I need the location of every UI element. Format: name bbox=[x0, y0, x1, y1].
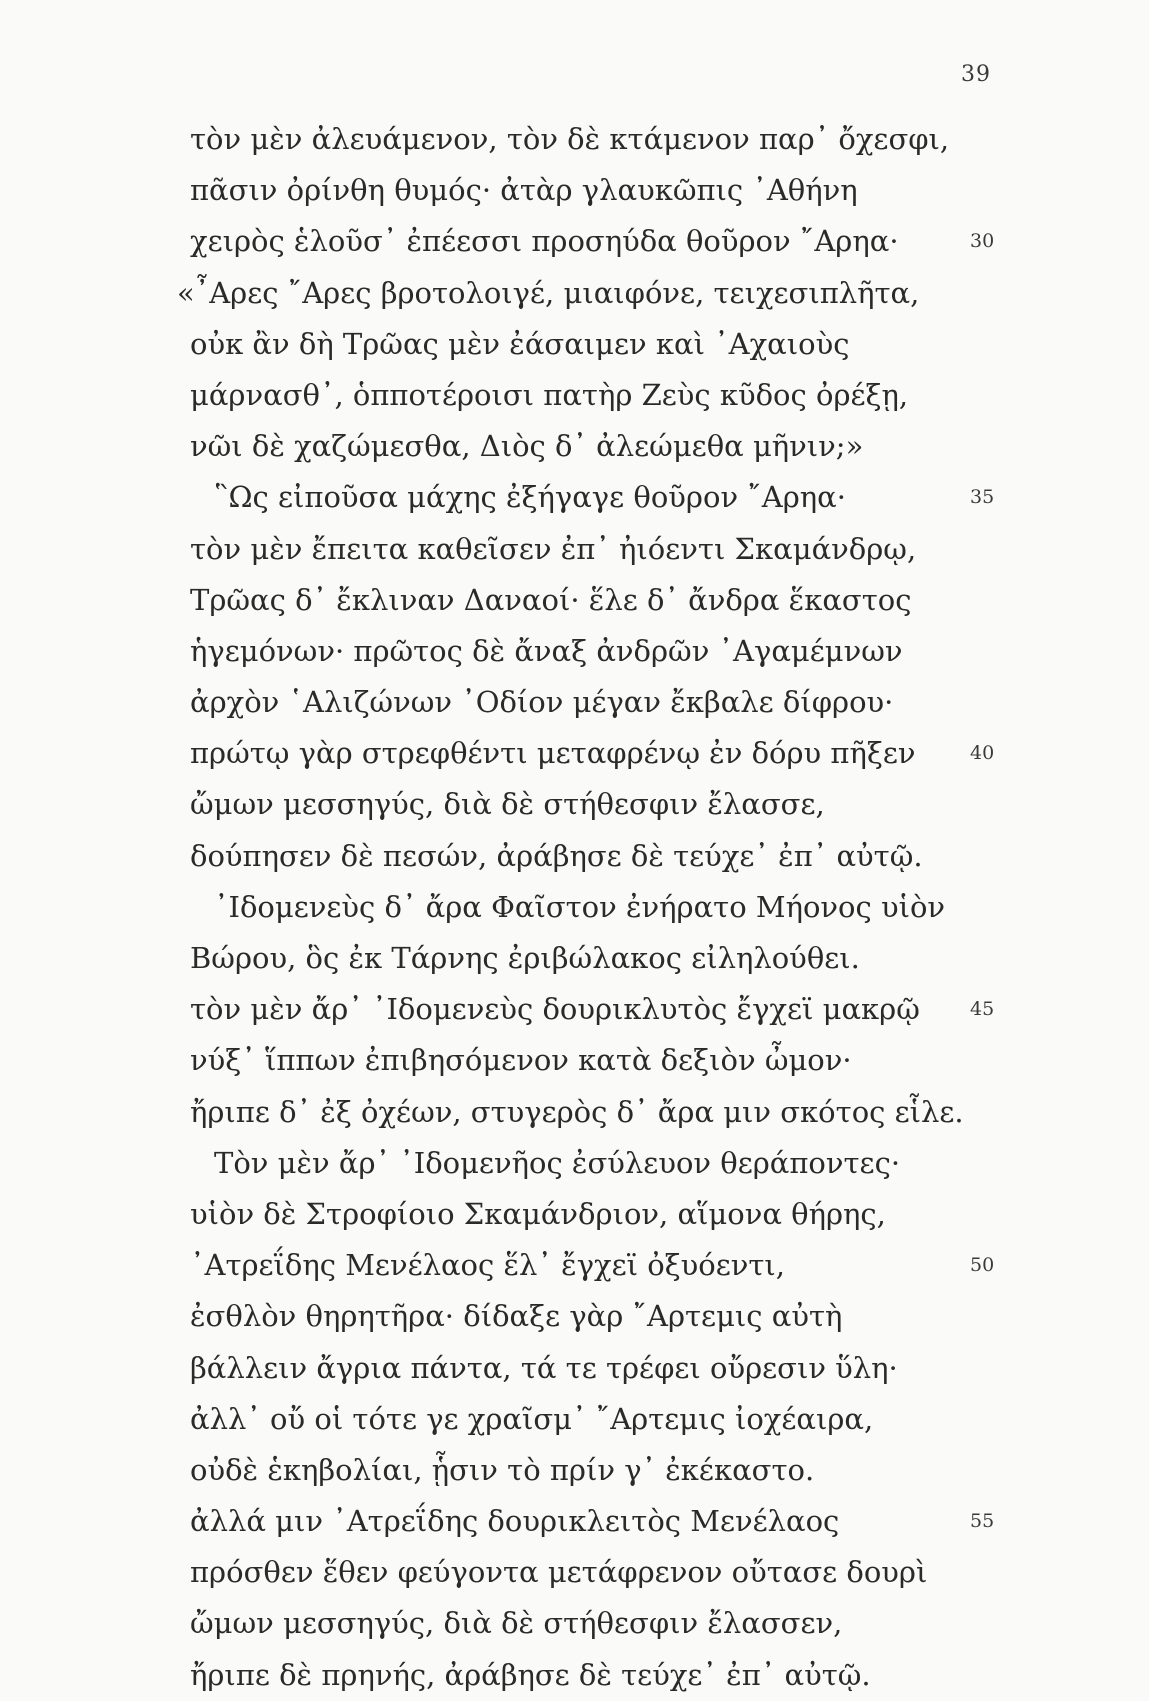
verse-line-8 bbox=[0, 472, 1149, 523]
verse-text: πρόσθεν ἕθεν φεύγοντα μετάφρενον οὔτασε δουρὶ bbox=[190, 1555, 928, 1590]
verse-text: ἐσθλὸν θηρητῆρα· δίδαξε γὰρ ῎Αρτεμις αὐτὴ bbox=[190, 1299, 843, 1334]
verse-line-17 bbox=[0, 933, 1149, 984]
verse-line-27 bbox=[0, 1445, 1149, 1496]
verse-text: ἤριπε δὲ πρηνής, ἀράβησε δὲ τεύχε᾽ ἐπ᾽ αὐτῷ. bbox=[190, 1657, 871, 1692]
line-number: 45 bbox=[970, 998, 995, 1021]
verse-line-11 bbox=[0, 626, 1149, 677]
verse-line-5 bbox=[0, 319, 1149, 370]
page-number: 39 bbox=[961, 62, 991, 87]
verse-text: πρώτῳ γὰρ στρεφθέντι μεταφρένῳ ἐν δόρυ πῆξεν bbox=[190, 736, 916, 771]
verse-text: ῝Ως εἰποῦσα μάχης ἐξήγαγε θοῦρον ῎Αρηα· bbox=[214, 480, 846, 515]
verse-text: Τρῶας δ᾽ ἔκλιναν Δαναοί· ἕλε δ᾽ ἄνδρα ἕκαστος bbox=[190, 582, 912, 617]
verse-text: Τὸν μὲν ἄρ᾽ ᾽Ιδομενῆος ἐσύλευον θεράποντες· bbox=[214, 1145, 901, 1180]
verse-text: ἡγεμόνων· πρῶτος δὲ ἄναξ ἀνδρῶν ᾽Αγαμέμνων bbox=[190, 633, 903, 668]
verse-line-13 bbox=[0, 728, 1149, 779]
verse-text: υἱὸν δὲ Στροφίοιο Σκαμάνδριον, αἵμονα θήρης, bbox=[190, 1196, 886, 1231]
line-number: 50 bbox=[970, 1254, 995, 1277]
verse-line-20 bbox=[0, 1087, 1149, 1138]
verse-line-21 bbox=[0, 1138, 1149, 1189]
verse-line-7 bbox=[0, 421, 1149, 472]
verse-line-24 bbox=[0, 1291, 1149, 1342]
verse-line-19 bbox=[0, 1035, 1149, 1086]
verse-text: Βώρου, ὃς ἐκ Τάρνης ἐριβώλακος εἰληλούθει. bbox=[190, 941, 860, 975]
line-number: 35 bbox=[970, 486, 995, 509]
verse-line-14 bbox=[0, 779, 1149, 830]
verse-text: ἀλλά μιν ᾽Ατρεΐδης δουρικλειτὸς Μενέλαος bbox=[190, 1504, 840, 1539]
line-number: 30 bbox=[970, 230, 995, 253]
verse-line-10 bbox=[0, 575, 1149, 626]
verse-text: τὸν μὲν ἄρ᾽ ᾽Ιδομενεὺς δουρικλυτὸς ἔγχεϊ μακρῷ bbox=[190, 992, 920, 1027]
verse-text: τὸν μὲν ἔπειτα καθεῖσεν ἐπ᾽ ἠιόεντι Σκαμάνδρῳ, bbox=[190, 531, 917, 566]
verse-text: βάλλειν ἄγρια πάντα, τά τε τρέφει οὔρεσιν ὕλη· bbox=[190, 1350, 898, 1385]
verse-line-29 bbox=[0, 1547, 1149, 1598]
line-number: 55 bbox=[970, 1510, 995, 1533]
verse-text: ἀρχὸν ῾Αλιζώνων ᾽Οδίον μέγαν ἔκβαλε δίφρου· bbox=[190, 685, 894, 720]
verse-text: νῶι δὲ χαζώμεσθα, Διὸς δ᾽ ἀλεώμεθα μῆνιν;» bbox=[190, 429, 864, 464]
verse-line-28 bbox=[0, 1496, 1149, 1547]
verse-text: τὸν μὲν ἀλευάμενον, τὸν δὲ κτάμενον παρ᾽ ὄχεσφι, bbox=[190, 122, 950, 156]
verse-line-16 bbox=[0, 882, 1149, 933]
verse-text: χειρὸς ἑλοῦσ᾽ ἐπέεσσι προσηύδα θοῦρον ῎Αρηα· bbox=[190, 224, 899, 259]
verse-line-22 bbox=[0, 1189, 1149, 1240]
verse-text: ἀλλ᾽ οὔ οἱ τότε γε χραῖσμ᾽ ῎Αρτεμις ἰοχέαιρα, bbox=[190, 1401, 874, 1436]
poem-text bbox=[0, 114, 1149, 1701]
verse-line-23 bbox=[0, 1240, 1149, 1291]
verse-line-18 bbox=[0, 984, 1149, 1035]
verse-text: ᾽Ατρεΐδης Μενέλαος ἕλ᾽ ἔγχεϊ ὀξυόεντι, bbox=[190, 1248, 786, 1283]
verse-line-31 bbox=[0, 1650, 1149, 1701]
verse-text: ὤμων μεσσηγύς, διὰ δὲ στήθεσφιν ἔλασσεν, bbox=[190, 1606, 843, 1641]
verse-line-9 bbox=[0, 524, 1149, 575]
verse-line-15 bbox=[0, 831, 1149, 882]
verse-line-2 bbox=[0, 165, 1149, 216]
verse-line-3 bbox=[0, 216, 1149, 267]
verse-line-12 bbox=[0, 677, 1149, 728]
verse-line-6 bbox=[0, 370, 1149, 421]
verse-text: μάρνασθ᾽, ὁπποτέροισι πατὴρ Ζεὺς κῦδος ὀρέξῃ, bbox=[190, 377, 909, 412]
verse-text: οὐκ ἂν δὴ Τρῶας μὲν ἐάσαιμεν καὶ ᾽Αχαιοὺς bbox=[190, 326, 850, 361]
verse-line-30 bbox=[0, 1598, 1149, 1649]
verse-line-26 bbox=[0, 1394, 1149, 1445]
verse-text: «῏Αρες ῎Αρες βροτολοιγέ, μιαιφόνε, τειχεσιπλῆτα, bbox=[177, 275, 920, 310]
line-number: 40 bbox=[970, 742, 995, 765]
verse-text: ἤριπε δ᾽ ἐξ ὀχέων, στυγερὸς δ᾽ ἄρα μιν σκότος εἷλε. bbox=[190, 1094, 964, 1129]
verse-text: οὐδὲ ἑκηβολίαι, ᾗσιν τὸ πρίν γ᾽ ἐκέκαστο. bbox=[190, 1452, 815, 1487]
verse-text: δούπησεν δὲ πεσών, ἀράβησε δὲ τεύχε᾽ ἐπ᾽ αὐτῷ. bbox=[190, 838, 923, 873]
verse-line-25 bbox=[0, 1343, 1149, 1394]
verse-line-1 bbox=[0, 114, 1149, 165]
verse-line-4 bbox=[0, 268, 1149, 319]
verse-text: ᾽Ιδομενεὺς δ᾽ ἄρα Φαῖστον ἐνήρατο Μήονος υἱὸν bbox=[214, 889, 946, 924]
verse-text: ὤμων μεσσηγύς, διὰ δὲ στήθεσφιν ἔλασσε, bbox=[190, 787, 825, 822]
verse-text: νύξ᾽ ἵππων ἐπιβησόμενον κατὰ δεξιὸν ὦμον· bbox=[190, 1043, 852, 1078]
verse-text: πᾶσιν ὀρίνθη θυμός· ἀτὰρ γλαυκῶπις ᾽Αθήνη bbox=[190, 173, 858, 208]
